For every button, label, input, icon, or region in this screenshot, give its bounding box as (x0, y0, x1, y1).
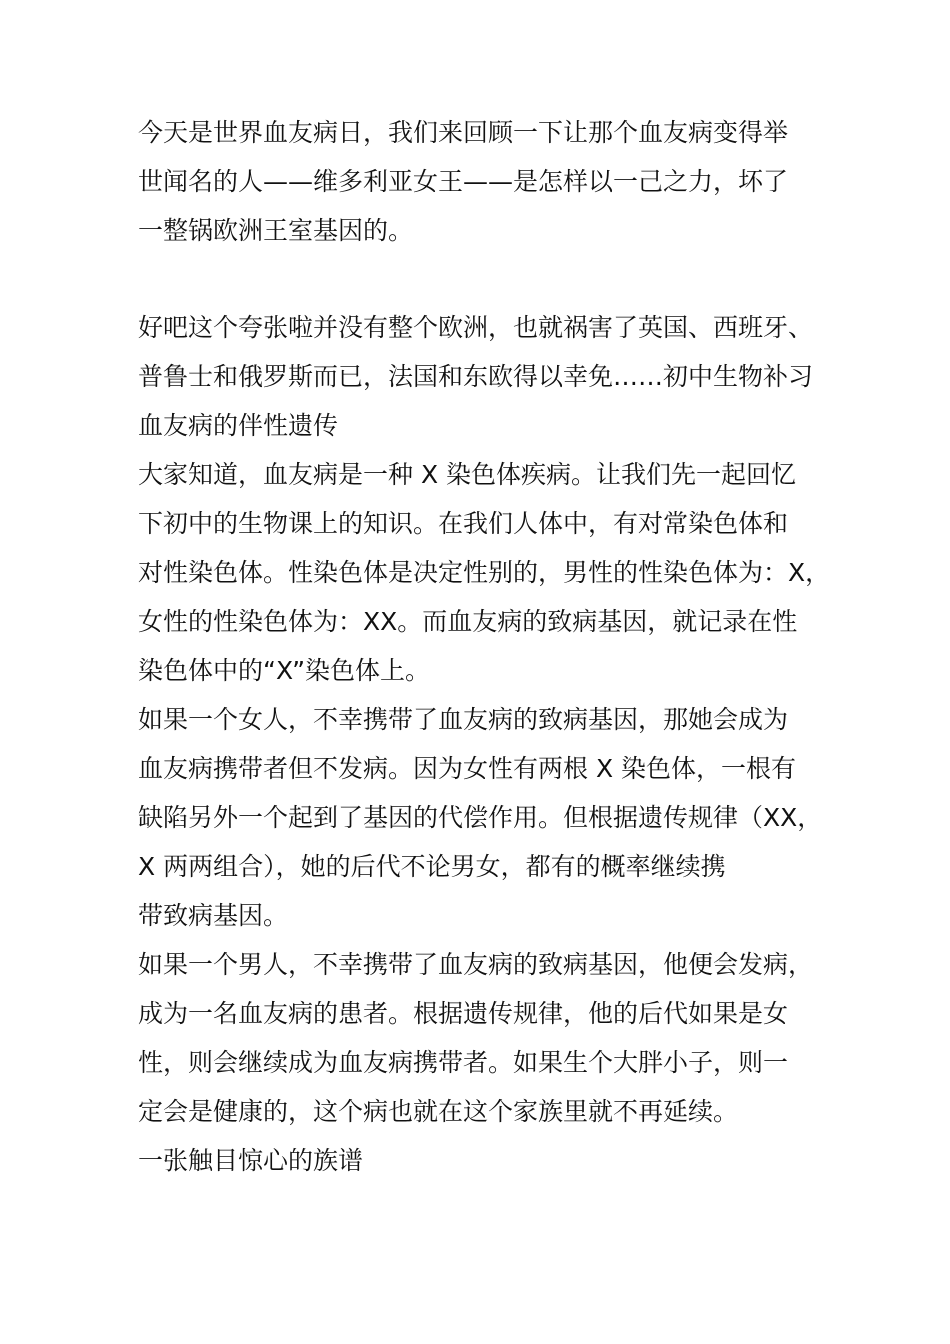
text-line: 对性染色体。性染色体是决定性别的，男性的性染色体为：X， (138, 558, 831, 587)
text-line: 成为一名血友病的患者。根据遗传规律，他的后代如果是女 (138, 999, 789, 1028)
text-line: 世闻名的人——维多利亚女王——是怎样以一己之力，坏了 (138, 167, 789, 196)
text-line: 普鲁士和俄罗斯而已，法国和东欧得以幸免……初中生物补习 (138, 362, 814, 391)
section-heading: 血友病的伴性遗传 (138, 411, 339, 440)
text-line: 定会是健康的，这个病也就在这个家族里就不再延续。 (138, 1097, 739, 1126)
text-line: 血友病携带者但不发病。因为女性有两根 X 染色体，一根有 (138, 754, 797, 783)
text-line: 大家知道，血友病是一种 X 染色体疾病。让我们先一起回忆 (138, 460, 797, 489)
text-line: 性，则会继续成为血友病携带者。如果生个大胖小子，则一 (138, 1048, 789, 1077)
text-line: 今天是世界血友病日，我们来回顾一下让那个血友病变得举 (138, 118, 789, 147)
text-line: 好吧这个夸张啦并没有整个欧洲，也就祸害了英国、西班牙、 (138, 313, 814, 342)
text-line: 带致病基因。 (138, 901, 289, 930)
text-line: 如果一个女人，不幸携带了血友病的致病基因，那她会成为 (138, 705, 789, 734)
section-heading: 一张触目惊心的族谱 (138, 1146, 364, 1175)
text-line: 缺陷另外一个起到了基因的代偿作用。但根据遗传规律（XX， (138, 803, 823, 832)
text-line: 下初中的生物课上的知识。在我们人体中，有对常染色体和 (138, 509, 789, 538)
text-line: 一整锅欧洲王室基因的。 (138, 216, 414, 245)
text-line: 如果一个男人，不幸携带了血友病的致病基因，他便会发病， (138, 950, 814, 979)
text-line: 女性的性染色体为：XX。而血友病的致病基因，就记录在性 (138, 607, 798, 636)
text-line: X 两两组合），她的后代不论男女，都有的概率继续携 (138, 852, 726, 881)
text-line: 染色体中的“X”染色体上。 (138, 656, 431, 685)
